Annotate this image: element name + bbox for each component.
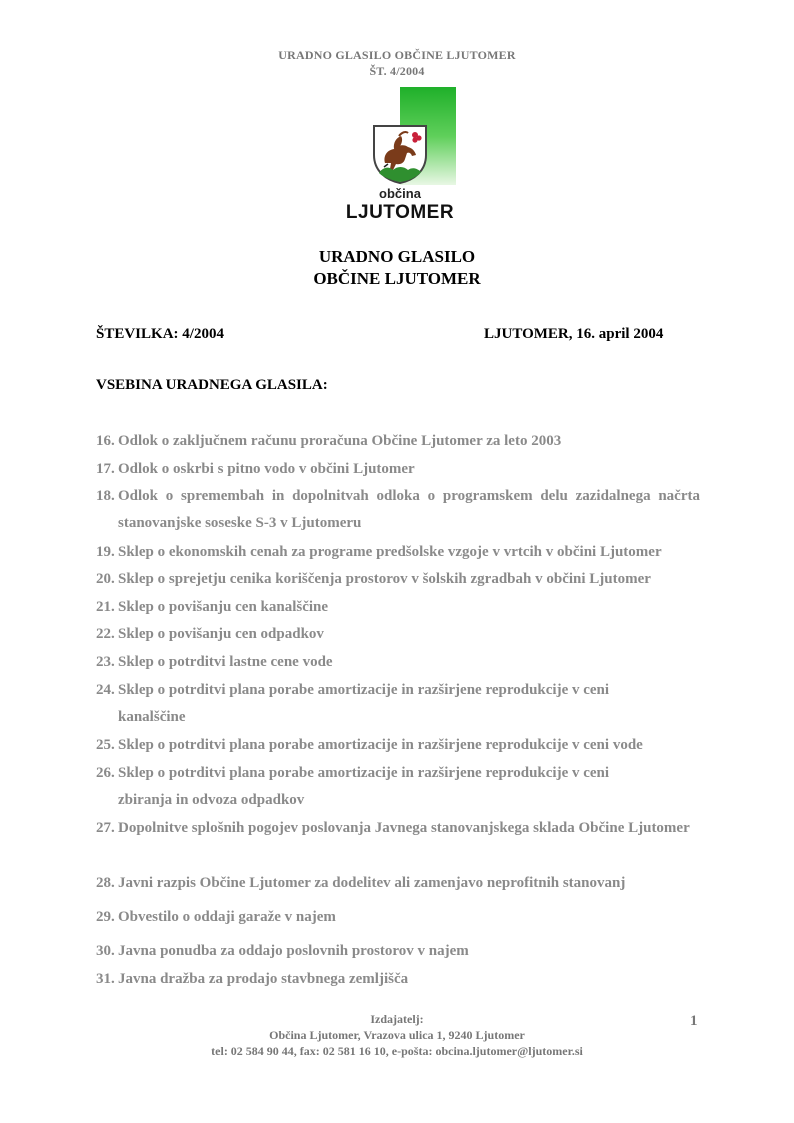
toc-item[interactable] [96,760,700,814]
toc-item[interactable] [96,870,700,897]
logo-municipality-name: LJUTOMER [345,202,455,223]
toc-item-title: Javni razpis Občine Ljutomer za dodelitev ali zamenjavo neprofitnih stanovanj [118,875,626,891]
toc-item-title: Sklep o potrditvi plana porabe amortizacije in razširjene reprodukcije v ceni vode [118,737,643,753]
toc-item-number: 20. [96,571,115,587]
toc-item[interactable] [96,732,700,759]
document-title-line1: URADNO GLASILO [318,247,476,266]
toc-item-number: 18. [96,488,115,504]
running-header-title: URADNO GLASILO OBČINE LJUTOMER [278,48,516,62]
toc-item-number: 17. [96,461,115,477]
toc-item-title: Sklep o povišanju cen kanalščine [118,599,329,615]
toc-item[interactable] [96,938,700,965]
toc-item[interactable] [96,904,700,931]
footer-address: Občina Ljutomer, Vrazova ulica 1, 9240 Ljutomer [269,1028,525,1042]
logo-obcina-text: občina [379,186,421,201]
toc-item-number: 27. [96,820,115,836]
page-number: 1 [690,1013,698,1029]
toc-item-number: 16. [96,433,115,449]
toc-item-title: Javna dražba za prodajo stavbnega zemljišča [118,971,409,987]
toc-item[interactable] [96,966,700,993]
toc-item-number: 21. [96,599,115,615]
toc-item-title: Sklep o ekonomskih cenah za programe predšolske vzgoje v vrtcih v občini Ljutomer [118,544,662,560]
toc-item-number: 19. [96,544,115,560]
toc-item-number: 24. [96,682,115,698]
toc-item-title: Odlok o spremembah in dopolnitvah odloka o programskem delu zazidalnega načrta stanovanjske soseske S-3 v Ljutomeru [118,488,700,531]
toc-item-title: Javna ponudba za oddajo poslovnih prostorov v najem [118,943,469,959]
coat-of-arms-icon [371,123,429,185]
toc-item-title: Sklep o potrditvi lastne cene vode [118,654,333,670]
toc-item-number: 23. [96,654,115,670]
toc-item-number: 26. [96,765,115,781]
toc-item[interactable] [96,566,700,593]
toc-item-number: 28. [96,875,115,891]
contents-heading: VSEBINA URADNEGA GLASILA: [96,377,328,393]
footer-contact: tel: 02 584 90 44, fax: 02 581 16 10, e-pošta: obcina.ljutomer@ljutomer.si [211,1044,583,1058]
toc-item-title: Sklep o potrditvi plana porabe amortizacije in razširjene reprodukcije v ceni kanalščine [118,682,610,725]
toc-item-title: Sklep o sprejetju cenika koriščenja prostorov v šolskih zgradbah v občini Ljutomer [118,571,651,587]
toc-item[interactable] [96,539,700,566]
toc-item[interactable] [96,428,700,455]
toc-item-number: 22. [96,626,115,642]
toc-item[interactable] [96,677,700,731]
toc-item[interactable] [96,815,700,842]
toc-item-title: Dopolnitve splošnih pogojev poslovanja Javnega stanovanjskega sklada Občine Ljutomer [118,820,690,836]
running-header-issue: ŠT. 4/2004 [369,64,425,78]
toc-item-title: Sklep o potrditvi plana porabe amortizacije in razširjene reprodukcije v ceni zbiranja in odvoza odpadkov [118,765,610,808]
toc-item-number: 29. [96,909,115,925]
document-title-line2: OBČINE LJUTOMER [313,269,481,288]
municipality-logo [343,87,457,225]
toc-item-number: 31. [96,971,115,987]
toc-item[interactable] [96,649,700,676]
toc-item-title: Sklep o povišanju cen odpadkov [118,626,324,642]
toc-item-number: 30. [96,943,115,959]
toc-item-number: 25. [96,737,115,753]
toc-item[interactable] [96,456,700,483]
place-and-date: LJUTOMER, 16. april 2004 [484,326,664,342]
footer-publisher-label: Izdajatelj: [370,1012,424,1026]
toc-item-title: Obvestilo o oddaji garaže v najem [118,909,336,925]
toc-item[interactable] [96,483,700,537]
toc-item-title: Odlok o zaključnem računu proračuna Občine Ljutomer za leto 2003 [118,433,562,449]
issue-number: ŠTEVILKA: 4/2004 [96,326,224,342]
toc-item[interactable] [96,594,700,621]
toc-item[interactable] [96,621,700,648]
toc-item-title: Odlok o oskrbi s pitno vodo v občini Ljutomer [118,461,415,477]
